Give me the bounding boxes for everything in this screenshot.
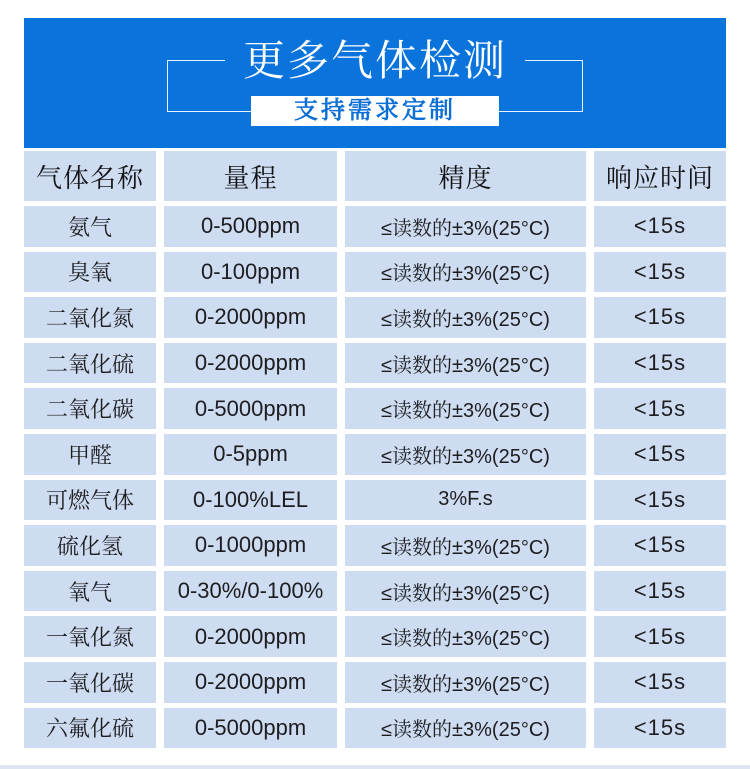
range-cell: 0-2000ppm xyxy=(164,662,337,703)
response-cell: <15s xyxy=(594,252,726,293)
response-cell: <15s xyxy=(594,434,726,475)
precision-cell: 3%F.s xyxy=(345,480,586,521)
range-cell: 0-30%/0-100% xyxy=(164,571,337,612)
gas-name-cell: 一氧化碳 xyxy=(24,662,156,703)
range-cell: 0-5ppm xyxy=(164,434,337,475)
precision-cell: ≤读数的±3%(25°C) xyxy=(345,434,586,475)
response-cell: <15s xyxy=(594,297,726,338)
range-cell: 0-100%LEL xyxy=(164,480,337,521)
response-cell: <15s xyxy=(594,388,726,429)
gas-name-cell: 氧气 xyxy=(24,571,156,612)
precision-cell: ≤读数的±3%(25°C) xyxy=(345,662,586,703)
gas-name-cell: 甲醛 xyxy=(24,434,156,475)
precision-cell: ≤读数的±3%(25°C) xyxy=(345,252,586,293)
header-response-time: 响应时间 xyxy=(594,151,726,201)
response-cell: <15s xyxy=(594,480,726,521)
range-cell: 0-100ppm xyxy=(164,252,337,293)
precision-cell: ≤读数的±3%(25°C) xyxy=(345,525,586,566)
gas-name-cell: 臭氧 xyxy=(24,252,156,293)
gas-name-cell: 氨气 xyxy=(24,206,156,247)
header-gas-name: 气体名称 xyxy=(24,151,156,201)
gas-name-cell: 可燃气体 xyxy=(24,480,156,521)
banner-title: 更多气体检测 xyxy=(225,38,525,84)
gas-name-cell: 二氧化硫 xyxy=(24,343,156,384)
header-precision: 精度 xyxy=(345,151,586,201)
banner-subtitle: 支持需求定制 xyxy=(251,96,499,126)
gas-name-cell: 二氧化碳 xyxy=(24,388,156,429)
response-cell: <15s xyxy=(594,616,726,657)
response-cell: <15s xyxy=(594,662,726,703)
gas-spec-table xyxy=(24,151,726,748)
bottom-divider xyxy=(0,765,750,769)
range-cell: 0-1000ppm xyxy=(164,525,337,566)
range-cell: 0-5000ppm xyxy=(164,708,337,749)
response-cell: <15s xyxy=(594,708,726,749)
range-cell: 0-5000ppm xyxy=(164,388,337,429)
range-cell: 0-2000ppm xyxy=(164,343,337,384)
response-cell: <15s xyxy=(594,571,726,612)
response-cell: <15s xyxy=(594,343,726,384)
header-range: 量程 xyxy=(164,151,337,201)
precision-cell: ≤读数的±3%(25°C) xyxy=(345,343,586,384)
response-cell: <15s xyxy=(594,525,726,566)
gas-name-cell: 六氟化硫 xyxy=(24,708,156,749)
precision-cell: ≤读数的±3%(25°C) xyxy=(345,616,586,657)
gas-name-cell: 二氧化氮 xyxy=(24,297,156,338)
precision-cell: ≤读数的±3%(25°C) xyxy=(345,388,586,429)
gas-name-cell: 一氧化氮 xyxy=(24,616,156,657)
response-cell: <15s xyxy=(594,206,726,247)
precision-cell: ≤读数的±3%(25°C) xyxy=(345,571,586,612)
precision-cell: ≤读数的±3%(25°C) xyxy=(345,206,586,247)
precision-cell: ≤读数的±3%(25°C) xyxy=(345,297,586,338)
range-cell: 0-2000ppm xyxy=(164,616,337,657)
banner xyxy=(24,18,726,148)
range-cell: 0-2000ppm xyxy=(164,297,337,338)
gas-name-cell: 硫化氢 xyxy=(24,525,156,566)
range-cell: 0-500ppm xyxy=(164,206,337,247)
precision-cell: ≤读数的±3%(25°C) xyxy=(345,708,586,749)
